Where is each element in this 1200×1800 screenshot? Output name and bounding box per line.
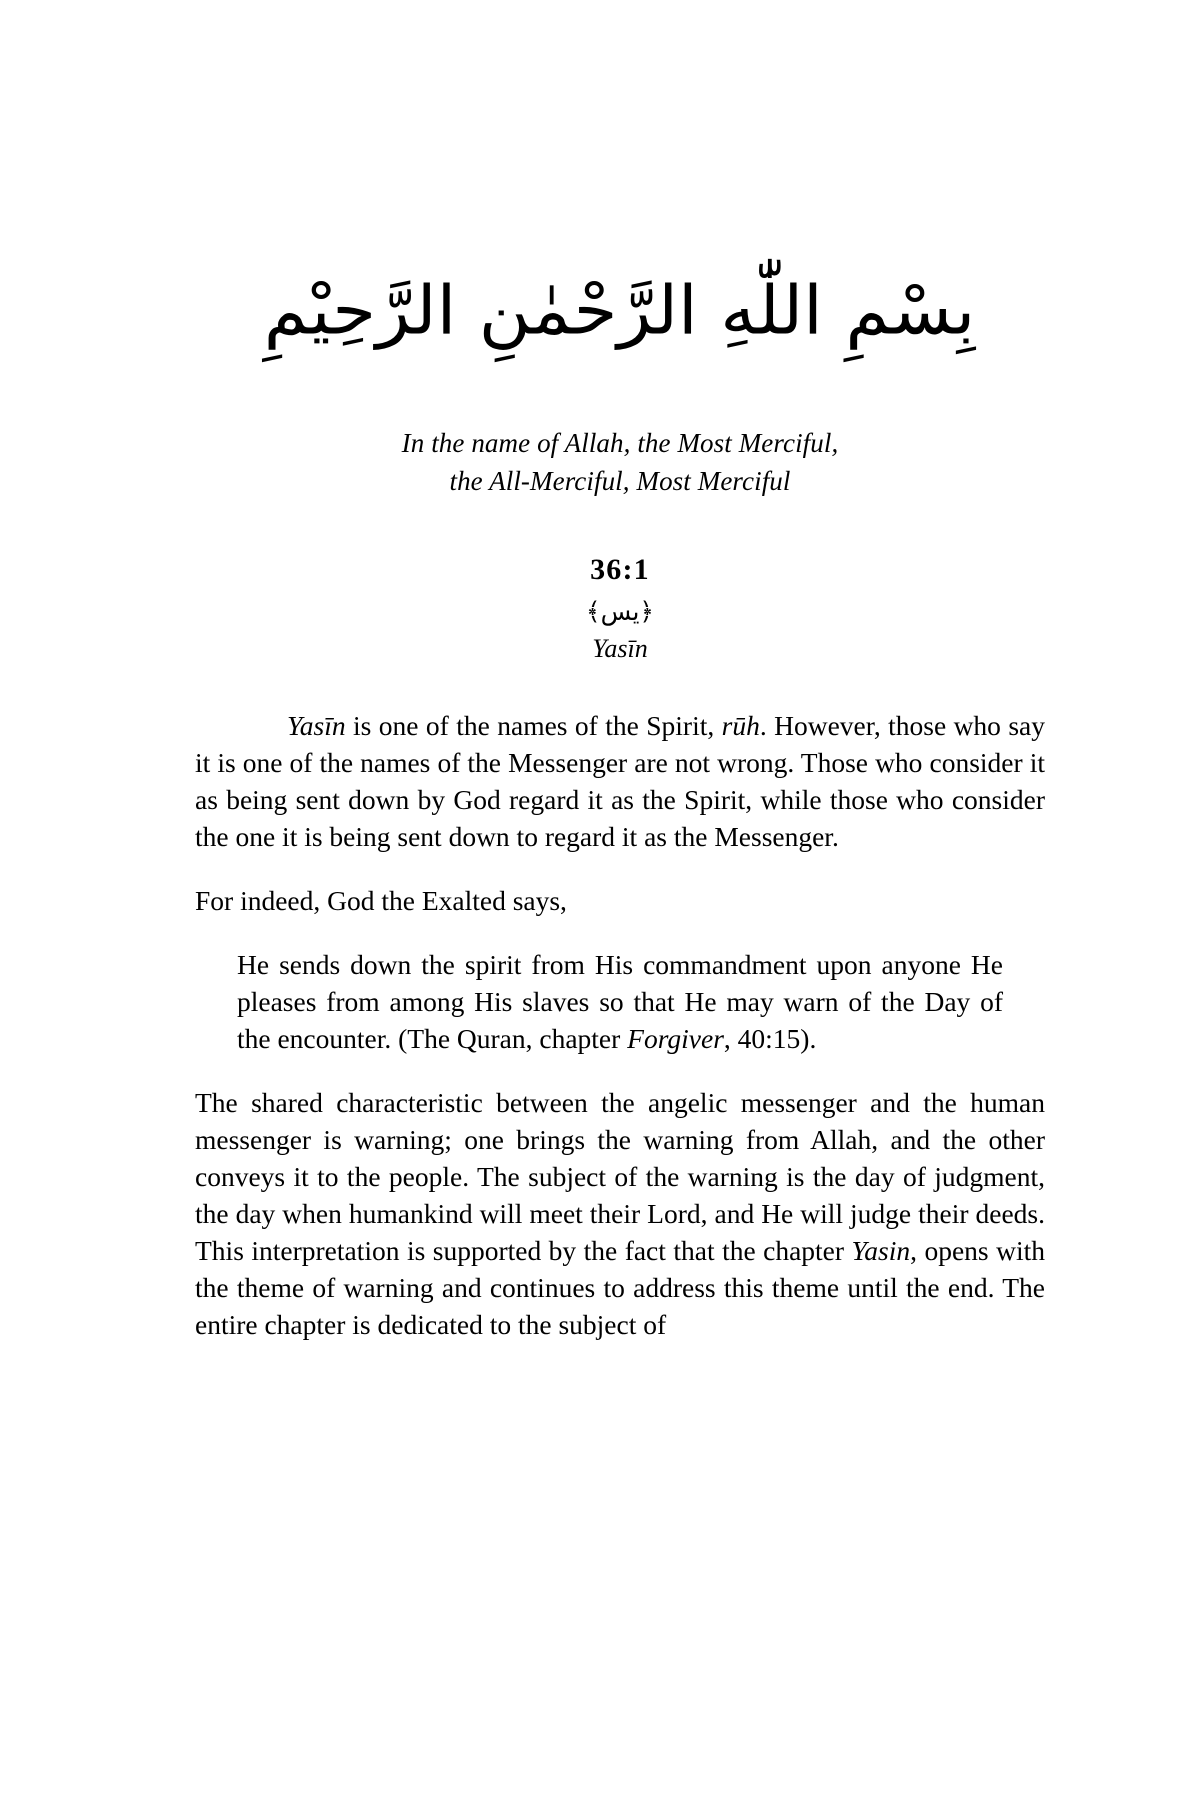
quran-blockquote <box>237 947 1003 1058</box>
verse-reference-heading: 36:1 <box>590 552 650 586</box>
basmala-calligraphy-block <box>195 268 1045 378</box>
blockquote-chapter-name: Forgiver <box>627 1022 724 1054</box>
blockquote-body: He sends down the spirit from His commandment upon anyone He pleases from among His slaves so that He may warn of the Day of the encounter. (The Quran, chapter <box>237 948 1003 1054</box>
paragraph-one-text-after-lead: is one of the names of the Spirit, <box>345 709 722 741</box>
paragraph-one-lead-term: Yasīn <box>287 709 346 741</box>
paragraph-three-text-before-italic: The shared characteristic between the angelic messenger and the human messenger is warning; one brings the warning from Allah, and the other conveys it to the people. The subject of the warning is the day of judgment, the day when humankind will meet their Lord, and He will judge their deeds. This interpretation is supported by the fact that the chapter <box>195 1086 1045 1266</box>
basmala-calligraphy: بِسْمِ اللّٰهِ الرَّحْمٰنِ الرَّحِيْمِ <box>264 271 976 351</box>
paragraph-three-text-after-italic: , opens with the theme of warning and continues to address this theme until the end. The entire chapter is dedicated to the subject of <box>195 1234 1045 1340</box>
basmala-translation-line-1: In the name of Allah, the Most Merciful, <box>401 428 839 458</box>
paragraph-two: For indeed, God the Exalted says, <box>195 884 567 916</box>
blockquote-citation-tail: , 40:15). <box>723 1022 817 1054</box>
paragraph-one <box>195 708 1045 856</box>
verse-transliteration: Yasīn <box>592 633 648 663</box>
basmala-translation-line-2: the All-Merciful, Most Merciful <box>449 466 791 497</box>
basmala-translation <box>195 424 1045 501</box>
paragraph-three <box>195 1085 1045 1344</box>
page-content-column <box>195 0 1045 1344</box>
paragraph-three-chapter-name: Yasin <box>851 1234 911 1266</box>
verse-arabic-text: ﴿يس﴾ <box>585 596 655 626</box>
body-text-region <box>195 708 1045 1344</box>
paragraph-one-inline-term: rūh <box>721 709 760 741</box>
paragraph-one-tail: . However, those who say it is one of the names of the Messenger are not wrong. Those who consider it as being sent down by God regard it as the Spirit, while those who consider the one it is being sent down to regard it as the Messenger. <box>195 709 1045 852</box>
